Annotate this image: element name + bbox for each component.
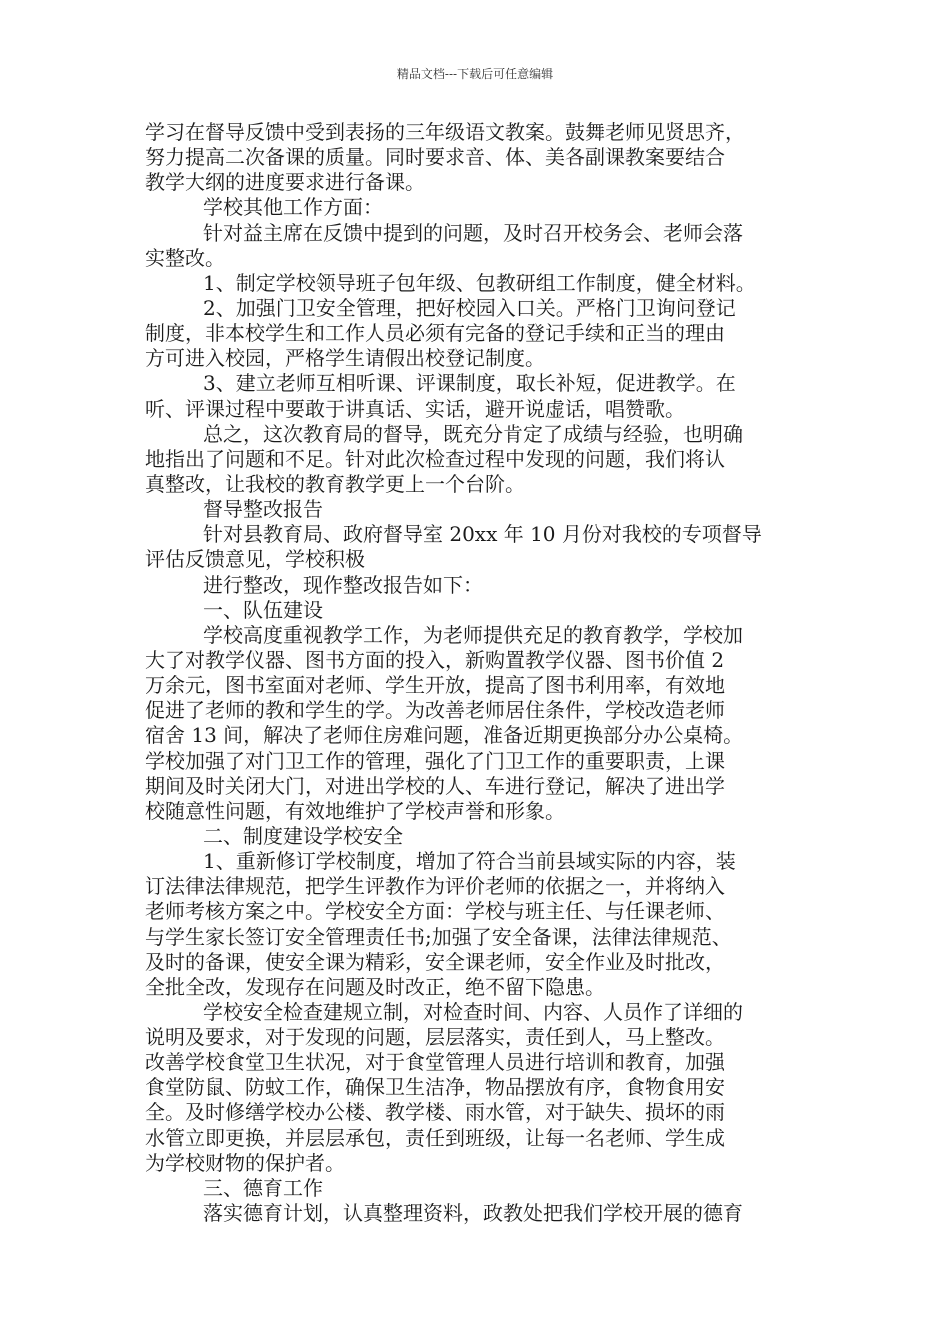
text-line: 与学生家长签订安全管理责任书;加强了安全备课，法律法律规范、 (145, 924, 732, 949)
text-line: 促进了老师的教和学生的学。为改善老师居住条件，学校改造老师 (145, 698, 725, 723)
text-line: 真整改，让我校的教育教学更上一个台阶。 (145, 471, 525, 496)
text-line: 努力提高二次备课的质量。同时要求音、体、美各副课教案要结合 (145, 145, 725, 170)
text-line: 地指出了问题和不足。针对此次检查过程中发现的问题，我们将认 (145, 446, 725, 471)
text-line: 学校加强了对门卫工作的管理，强化了门卫工作的重要职责，上课 (145, 748, 725, 773)
text-line: 水管立即更换，并层层承包，责任到班级，让每一名老师、学生成 (145, 1125, 725, 1150)
text-line: 一、队伍建设 (203, 597, 323, 622)
text-line: 宿舍 13 间，解决了老师住房难问题，准备近期更换部分办公桌椅。 (145, 723, 744, 748)
text-line: 二、制度建设学校安全 (203, 823, 403, 848)
text-line: 大了对教学仪器、图书方面的投入，新购置教学仪器、图书价值 2 (145, 647, 725, 672)
text-line: 针对益主席在反馈中提到的问题，及时召开校务会、老师会落 (203, 220, 743, 245)
text-line: 实整改。 (145, 245, 225, 270)
text-line: 校随意性问题，有效地维护了学校声誉和形象。 (145, 798, 565, 823)
text-line: 学校高度重视教学工作，为老师提供充足的教育教学，学校加 (203, 622, 743, 647)
text-line: 1、制定学校领导班子包年级、包教研组工作制度，健全材料。 (203, 270, 756, 295)
text-line: 改善学校食堂卫生状况，对于食堂管理人员进行培训和教育，加强 (145, 1050, 725, 1075)
text-line: 督导整改报告 (203, 497, 323, 522)
text-line: 学校安全检查建规立制，对检查时间、内容、人员作了详细的 (203, 999, 743, 1024)
text-line: 针对县教育局、政府督导室 20xx 年 10 月份对我校的专项督导 (203, 522, 762, 547)
document-body (145, 120, 809, 1226)
text-line: 学习在督导反馈中受到表扬的三年级语文教案。鼓舞老师见贤思齐， (145, 120, 745, 144)
text-line: 进行整改，现作整改报告如下： (203, 572, 483, 597)
text-line: 及时的备课，使安全课为精彩，安全课老师，安全作业及时批改， (145, 949, 725, 974)
text-line: 食堂防鼠、防蚊工作，确保卫生洁净，物品摆放有序，食物食用安 (145, 1075, 725, 1100)
text-line: 全批全改，发现存在问题及时改正，绝不留下隐患。 (145, 974, 605, 999)
text-line: 三、德育工作 (203, 1175, 323, 1200)
text-line: 为学校财物的保护者。 (145, 1150, 345, 1175)
text-line: 制度，非本校学生和工作人员必须有完备的登记手续和正当的理由 (145, 321, 725, 346)
text-line: 说明及要求，对于发现的问题，层层落实，责任到人，马上整改。 (145, 1025, 725, 1050)
text-line: 期间及时关闭大门，对进出学校的人、车进行登记，解决了进出学 (145, 773, 725, 798)
text-line: 教学大纲的进度要求进行备课。 (145, 170, 425, 195)
text-line: 落实德育计划，认真整理资料，政教处把我们学校开展的德育 (203, 1201, 743, 1226)
text-line: 全。及时修缮学校办公楼、教学楼、雨水管，对于缺失、损坏的雨 (145, 1100, 725, 1125)
text-line: 学校其他工作方面： (203, 195, 383, 220)
text-line: 方可进入校园，严格学生请假出校登记制度。 (145, 346, 545, 371)
text-line: 总之，这次教育局的督导，既充分肯定了成绩与经验，也明确 (203, 421, 743, 446)
text-line: 1、重新修订学校制度，增加了符合当前县域实际的内容，装 (203, 849, 736, 874)
text-line: 听、评课过程中要敢于讲真话、实话，避开说虚话，唱赞歌。 (145, 396, 685, 421)
page-header: 精品文档---下载后可任意编辑 (396, 67, 554, 81)
text-line: 3、建立老师互相听课、评课制度，取长补短，促进教学。在 (203, 371, 736, 396)
text-line: 万余元，图书室面对老师、学生开放，提高了图书利用率，有效地 (145, 673, 725, 698)
text-line: 2、加强门卫安全管理，把好校园入口关。严格门卫询问登记 (203, 295, 736, 320)
text-line: 订法律法律规范，把学生评教作为评价老师的依据之一，并将纳入 (145, 874, 725, 899)
text-line: 评估反馈意见，学校积极 (145, 547, 365, 572)
text-line: 老师考核方案之中。学校安全方面：学校与班主任、与任课老师、 (145, 899, 725, 924)
